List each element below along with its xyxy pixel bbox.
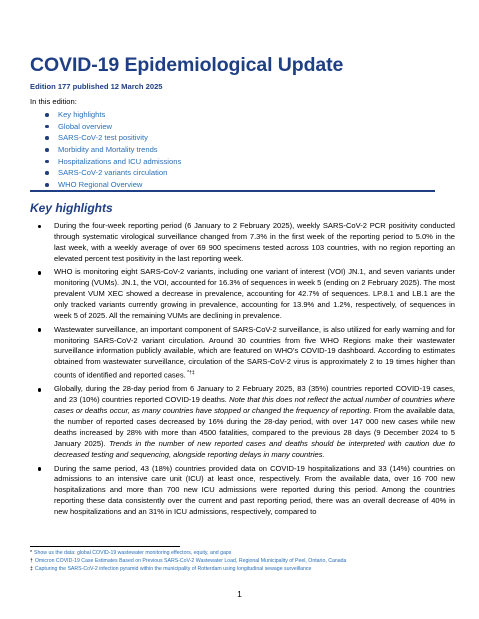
section-divider	[30, 190, 435, 192]
bullet-icon	[38, 467, 41, 470]
highlight-text-hospitalizations: During the same period, 43 (18%) countries provided data on COVID-19 hospitalizations and 33 (14%) countries on admissions to an intensive care unit (ICU) at least once, respectively. From the available data, over 16 700 new hospitalizations and more than 700 new ICU admissions were reported during this period. Among the countries reporting these data consistently over the current and past reporting period, there was an overall decrease of 40% in new hospitalizations and an 31% in ICU admissions, respectively, compared to	[54, 463, 455, 517]
highlight-item	[30, 464, 455, 519]
toc-item	[44, 156, 181, 168]
footnote-link[interactable]: Capturing the SARS-CoV-2 infection pyramid within the municipality of Rotterdam using longitudinal sewage surveillance	[34, 566, 312, 573]
footnote-mark: ‡	[30, 566, 33, 573]
toc-item	[44, 144, 181, 156]
footnote-divider	[30, 546, 180, 547]
key-highlights-list	[30, 221, 455, 521]
footnote-mark: †	[30, 558, 33, 565]
highlight-item	[30, 267, 455, 322]
highlight-text-variants: WHO is monitoring eight SARS-CoV-2 variants, including one variant of interest (VOI) JN.1, and seven variants under monitoring (VUMs). JN.1, the VOI, accounted for 16.3% of sequences in week 5 (ending on 2 February 2025). The most prevalent VUM XEC showed a decrease in prevalence, accounting for 42.7% of sequences. LP.8.1 and LB.1 are the only tracked variants currently growing in prevalence, accounting for 13.9% and 1.2%, respectively, of sequences in week 5 of 2025. All the remaining VUMs are declining in prevalence.	[54, 267, 455, 321]
bullet-icon	[38, 271, 41, 274]
document-title: COVID-19 Epidemiological Update	[30, 54, 344, 76]
bullet-icon	[38, 328, 41, 331]
highlight-caution-italic: Trends in the number of new reported cases and deaths should be interpreted with caution due to decreased testing and sequencing, alongside reporting delays in many countries.	[54, 439, 455, 460]
toc-item	[44, 121, 181, 133]
highlight-item	[30, 384, 455, 461]
toc-item	[44, 167, 181, 179]
bullet-icon	[45, 148, 49, 152]
toc-link-morbidity-mortality[interactable]: Morbidity and Mortality trends	[58, 145, 158, 155]
toc-link-variants-circulation[interactable]: SARS-CoV-2 variants circulation	[58, 168, 168, 178]
key-highlights-heading: Key highlights	[30, 201, 113, 215]
footnote-link[interactable]: Omicron COVID-19 Case Estimates Based on Previous SARS-CoV-2 Wastewater Load, Regional Municipality of Peel, Ontario, Canada	[34, 558, 347, 565]
table-of-contents	[44, 109, 181, 191]
toc-link-global-overview[interactable]: Global overview	[58, 121, 113, 131]
footnote-item	[30, 549, 346, 557]
bullet-icon	[45, 160, 49, 164]
toc-item	[44, 132, 181, 144]
highlight-item	[30, 221, 455, 265]
highlight-note-italic: Note that this does not reflect the actual number of countries where cases or deaths occur, as many countries have stopped or changed the frequency of reporting.	[54, 395, 456, 416]
in-this-edition-label: In this edition:	[30, 97, 77, 106]
highlight-item	[30, 325, 455, 382]
bullet-icon	[45, 183, 49, 187]
highlight-text-cases-deaths-continued: From the available data, the number of reported cases decreased by 16% during the 28-day period, with over 147 000 new cases while new deaths increased by 28% with more than 4500 fatalities, compared to the previous 28 days (9 December 2024 to 5 January 2025).	[54, 406, 455, 449]
bullet-icon	[45, 136, 49, 140]
footnote-link[interactable]: Show us the data: global COVID-19 wastewater monitoring effectors, equity, and gaps	[34, 550, 232, 556]
highlight-text-cases-deaths: Globally, during the 28-day period from 6 January to 2 February 2025, 83 (35%) countries reported COVID-19 cases, and 23 (10%) countries reported COVID-19 deaths.	[54, 384, 455, 405]
toc-link-key-highlights[interactable]: Key highlights	[58, 110, 106, 119]
footnote-item	[30, 565, 346, 573]
bullet-icon	[45, 125, 49, 129]
edition-line: Edition 177 published 12 March 2025	[30, 82, 163, 91]
footnote-item	[30, 557, 346, 565]
bullet-icon	[45, 113, 49, 117]
toc-link-test-positivity[interactable]: SARS-CoV-2 test positivity	[58, 133, 148, 143]
footnote-reference-marks[interactable]: *†‡	[185, 370, 195, 377]
bullet-icon	[38, 388, 41, 391]
footnotes-list	[30, 549, 346, 574]
highlight-text-test-positivity: During the four-week reporting period (6 January to 2 February 2025), weekly SARS-CoV-2 PCR positivity conducted through systematic virological surveillance changed from 7.3% in the first week of the reporting period to 5.0% in the last week, with a weekly average of over 69 900 specimens tested across 103 countries, with no region reporting an elevated percent test positivity in the last reporting week.	[54, 221, 455, 263]
highlight-text-wastewater: Wastewater surveillance, an important component of SARS-CoV-2 surveillance, is also utilized for early warning and for monitoring SARS-CoV-2 variant circulation. Around 30 countries from five WHO Regions make their wastewater surveillance information publicly available, which are featured on WHO’s COVID-19 dashboard. According to estimates obtained from wastewater surveillance, circulation of the SARS-CoV-2 virus is approximately 2 to 19 times higher than counts of identified and reported cases.	[54, 324, 455, 380]
footnote-mark: *	[30, 550, 33, 556]
toc-item	[44, 109, 181, 121]
toc-link-hospitalizations-icu[interactable]: Hospitalizations and ICU admissions	[58, 156, 182, 166]
bullet-icon	[38, 225, 41, 228]
bullet-icon	[45, 171, 49, 175]
toc-link-who-regional-overview[interactable]: WHO Regional Overview	[58, 180, 143, 190]
page-number: 1	[237, 589, 242, 599]
